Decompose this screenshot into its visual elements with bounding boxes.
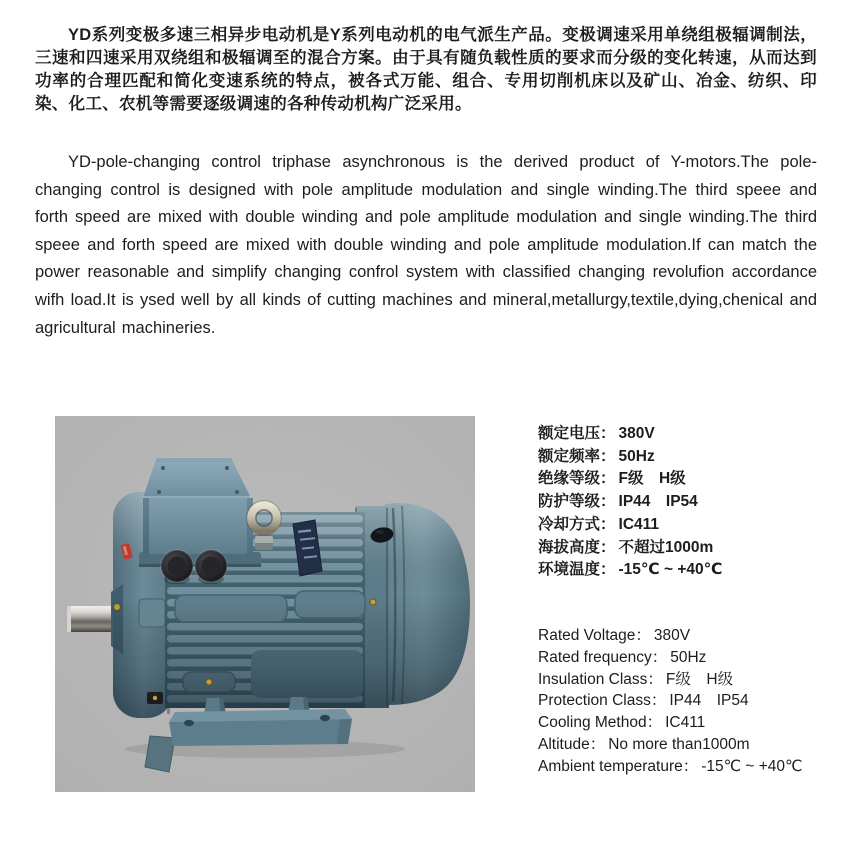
- spec-row-zh-altitude: [538, 537, 722, 560]
- spec-value: F级 H级: [665, 670, 734, 688]
- spec-row-en-cooling-method: [538, 712, 802, 734]
- spec-value: 50Hz: [618, 447, 655, 465]
- mounting-hole: [184, 720, 194, 726]
- spec-value: IP44 IP54: [669, 692, 749, 710]
- spec-label: 额定电压：: [538, 425, 616, 442]
- spec-value: F级 H级: [618, 470, 686, 488]
- spec-label: Protection Class：: [538, 692, 667, 710]
- spec-value: -15℃ ~ +40℃: [701, 757, 803, 775]
- spec-row-zh-cooling-method: [538, 514, 722, 537]
- spec-value: 380V: [653, 627, 691, 644]
- spec-value: IP44 IP54: [618, 493, 698, 511]
- spec-value: No more than1000m: [608, 735, 750, 753]
- hex-bolt: [114, 604, 121, 611]
- bottom-clamp: [147, 692, 163, 704]
- spec-label: 额定频率：: [538, 447, 616, 465]
- spec-label: Altitude：: [538, 735, 606, 753]
- spec-label: Rated Voltage：: [538, 627, 651, 644]
- spec-row-zh-rated-frequency: [538, 446, 722, 469]
- spec-row-en-ambient-temperature: [538, 756, 802, 778]
- spec-value: -15℃ ~ +40℃: [618, 561, 723, 579]
- spec-label: Insulation Class：: [538, 670, 663, 688]
- spec-label: 冷却方式：: [538, 515, 616, 533]
- motor-illustration: [55, 416, 475, 792]
- spec-value: IC411: [618, 515, 660, 533]
- spec-row-en-altitude: [538, 734, 802, 756]
- spec-label: 防护等级：: [538, 493, 616, 511]
- intro-paragraph-en: YD-pole-changing control triphase asynchronous is the derived product of Y-motors.The pole-changing control is designed with pole amplitude modulation and single winding.The third speee and forth speed are mixed with double winding and pole amplitude modulation and single winding.The third speee and forth speed are mixed with double winding and pole amplitude modulation.If can match the power reasonable and simplify changing confrol system with classified changing revolufion accordance wifh load.It is ysed well by all kinds of cutting machines and mineral,metallurgy,textile,dying,chenical and agricultural machineries.: [35, 153, 817, 337]
- intro-paragraph-zh: YD系列变极多速三相异步电动机是Y系列电动机的电气派生产品。变极调速采用单绕组极辐调制法，三速和四速采用双绕组和极辐调至的混合方案。由于具有随负载性质的要求而分级的变化转速，从而达到功率的合理匹配和简化变速系统的特点，被各式万能、组合、专用切削机床以及矿山、冶金、纺织、印染、化工、农机等需要逐级调速的各种传动机构广泛采用。: [35, 26, 817, 113]
- spec-list-en: [538, 625, 802, 778]
- spec-label: 环境温度：: [538, 561, 616, 579]
- spec-value: 50Hz: [670, 648, 707, 666]
- motor-photo: [55, 416, 475, 792]
- spec-row-zh-protection-class: [538, 491, 722, 514]
- spec-label: Ambient temperature：: [538, 757, 699, 775]
- spec-row-zh-rated-voltage: [538, 423, 722, 446]
- spec-value: 不超过1000m: [618, 538, 714, 556]
- spec-label: 海拔高度：: [538, 538, 616, 556]
- spec-label: Cooling Method：: [538, 714, 663, 732]
- spec-row-en-insulation-class: [538, 669, 802, 691]
- spec-row-en-protection-class: [538, 690, 802, 712]
- spec-row-zh-insulation-class: [538, 468, 722, 491]
- mounting-hole: [320, 715, 330, 721]
- spec-row-en-rated-voltage: [538, 625, 802, 647]
- spec-row-zh-ambient-temperature: [538, 559, 722, 582]
- spec-label: Rated frequency：: [538, 648, 668, 666]
- spec-label: 绝缘等级：: [538, 470, 616, 488]
- drain-hole-highlight: [376, 530, 384, 534]
- spec-value: 380V: [618, 425, 655, 442]
- spec-row-en-rated-frequency: [538, 647, 802, 669]
- spec-list-zh: [538, 423, 722, 582]
- spec-value: IC411: [665, 714, 706, 732]
